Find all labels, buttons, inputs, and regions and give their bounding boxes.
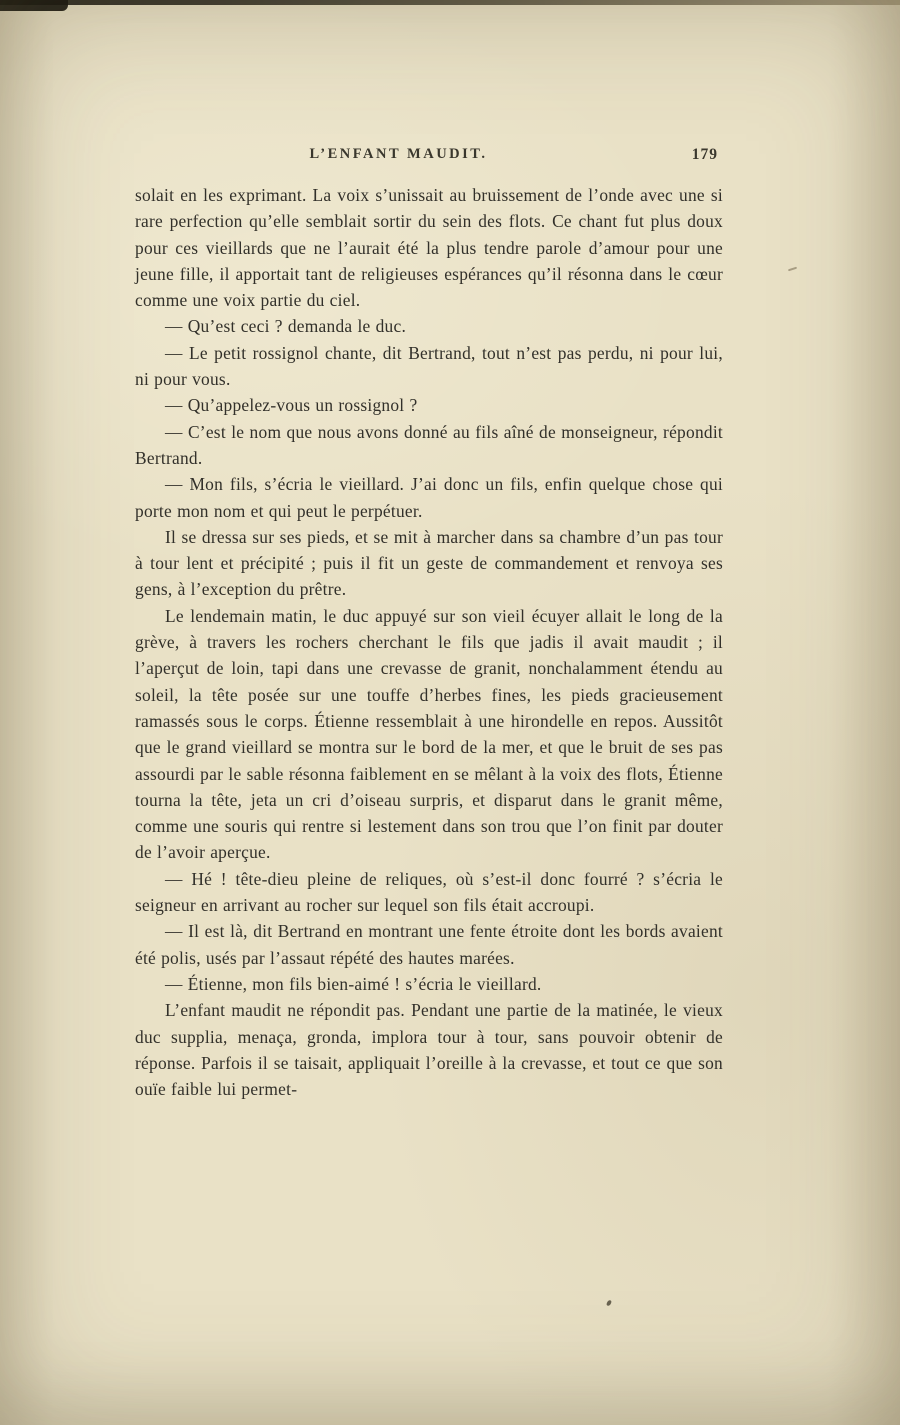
paragraph: — Qu’est ceci ? demanda le duc. bbox=[165, 316, 407, 337]
paragraph: — Le petit rossignol chante, dit Bertrand, tout n’est pas perdu, ni pour lui, ni pour vous. bbox=[135, 342, 723, 390]
paragraph: solait en les exprimant. La voix s’unissait au bruissement de l’onde avec une si rare perfection qu’elle semblait sortir du sein des flots. Ce chant fut plus doux pour ces vieillards que ne l’aurait été la plus tendre parole d’amour pour une jeune fille, il apportait tant de religieuses espérances qu’il résonna dans le cœur comme une voix partie du ciel. bbox=[135, 185, 723, 311]
running-title: L’ENFANT MAUDIT. bbox=[309, 146, 488, 162]
paragraph: — Hé ! tête-dieu pleine de reliques, où s’est-il donc fourré ? s’écria le seigneur en arrivant au rocher sur lequel son fils était accroupi. bbox=[135, 868, 723, 916]
paragraph: L’enfant maudit ne répondit pas. Pendant une partie de la matinée, le vieux duc supplia, menaça, gronda, implora tour à tour, sans pouvoir obtenir de réponse. Parfois il se taisait, appliquait l’oreille à la crevasse, et tout ce que son ouïe faible lui permet- bbox=[135, 1000, 723, 1100]
page-number: 179 bbox=[691, 146, 718, 163]
page-header bbox=[135, 146, 722, 168]
paragraph: — Mon fils, s’écria le vieillard. J’ai donc un fils, enfin quelque chose qui porte mon nom et qui peut le perpétuer. bbox=[135, 474, 723, 521]
paragraph: — Qu’appelez-vous un rossignol ? bbox=[165, 395, 418, 416]
paragraph: — Étienne, mon fils bien-aimé ! s’écria le vieillard. bbox=[165, 973, 542, 994]
page-body-text bbox=[135, 182, 723, 1102]
paragraph: — Il est là, dit Bertrand en montrant une fente étroite dont les bords avaient été polis, usés par l’assaut répété des hautes marées. bbox=[135, 921, 723, 968]
paragraph: Le lendemain matin, le duc appuyé sur son vieil écuyer allait le long de la grève, à travers les rochers cherchant le fils que jadis il avait maudit ; il l’aperçut de loin, tapi dans une crevasse de granit, nonchalamment étendu au soleil, la tête posée sur une touffe d’herbes fines, les pieds gracieusement ramassés sous le corps. Étienne ressemblait à une hirondelle en repos. Aussitôt que le grand vieillard se montra sur le bord de la mer, et que le bruit de ses pas assourdi par le sable résonna faiblement en se mêlant à la voix des flots, Étienne tourna la tête, jeta un cri d’oiseau surpris, et disparut dans le granit même, comme une souris qui rentre si lestement dans son trou que l’on finit par douter de l’avoir aperçue. bbox=[135, 605, 723, 863]
paragraph: — C’est le nom que nous avons donné au fils aîné de monseigneur, répondit Bertrand. bbox=[135, 421, 723, 468]
scan-corner-mark bbox=[0, 0, 68, 11]
paragraph: Il se dressa sur ses pieds, et se mit à marcher dans sa chambre d’un pas tour à tour lent et précipité ; puis il fit un geste de commandement et renvoya ses gens, à l’exception du prêtre. bbox=[135, 526, 723, 600]
scan-edge-top bbox=[0, 0, 900, 5]
